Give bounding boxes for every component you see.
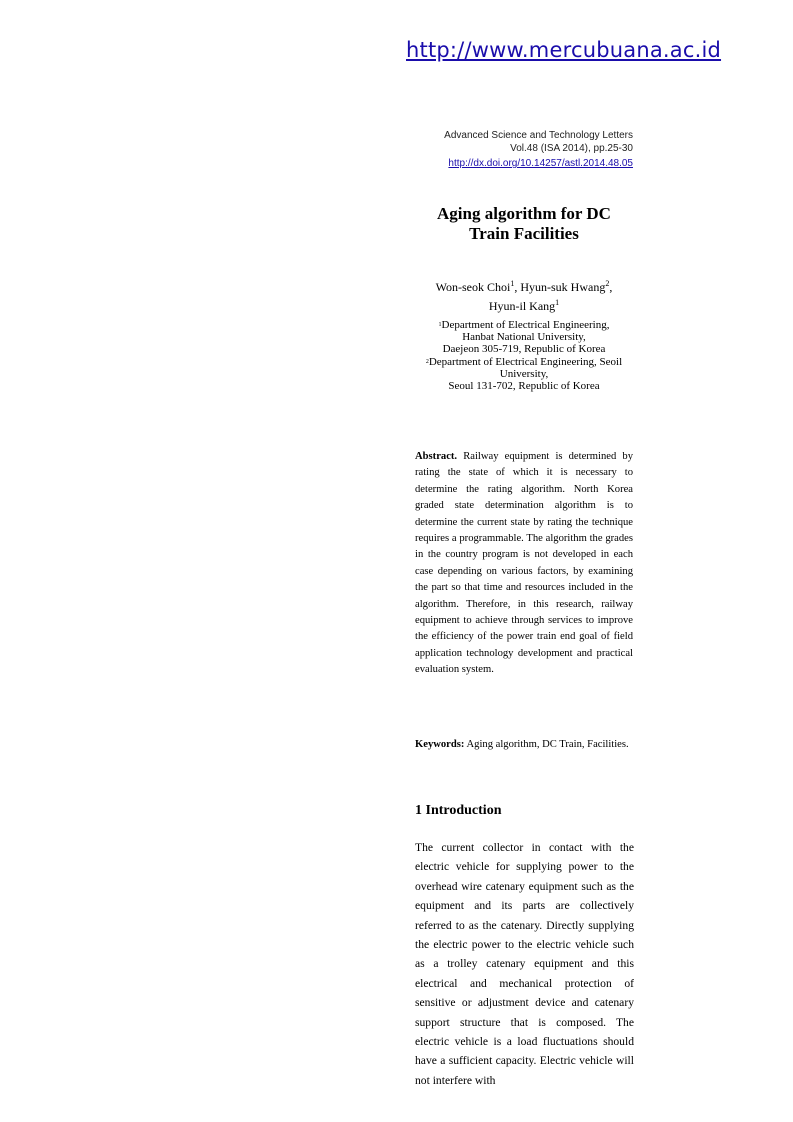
journal-name: Advanced Science and Technology Letters	[444, 130, 633, 141]
affiliation-line: Daejeon 305-719, Republic of Korea	[442, 343, 606, 356]
abstract-label: Abstract.	[415, 451, 458, 462]
paper-title: Aging algorithm for DC Train Facilities	[437, 204, 611, 243]
affiliation-2	[415, 356, 633, 393]
keywords	[415, 738, 633, 751]
author-separator: ,	[609, 280, 613, 294]
introduction-body: The current collector in contact with the electric vehicle for supplying power to the overhead wire catenary equipment such as the equipment and its parts are collectively referred to as the catenary. Directly supplying the electric power to the electric vehicle such as a trolley catenary equipment and this electrical and mechanical protection of sensitive or adjustment device and catenary support structure that is composed. The electric vehicle is a load fluctuations should have a sufficient capacity. Electric vehicle will not interfere with	[415, 841, 634, 1087]
author-name: Hyun-suk Hwang	[520, 280, 606, 294]
affiliation-line: Department of Electrical Engineering, Seoil	[428, 355, 623, 368]
keywords-label: Keywords:	[415, 739, 465, 750]
author-list	[415, 276, 633, 314]
author-name: Hyun-il Kang	[488, 299, 556, 313]
affiliation-line: Department of Electrical Engineering,	[441, 319, 610, 331]
affiliation-line: Hanbat National University,	[462, 331, 586, 344]
affiliation-1	[415, 319, 633, 356]
section-heading-introduction: 1 Introduction	[415, 803, 502, 818]
author-affiliation-mark: 2	[605, 279, 610, 288]
author-affiliation-mark: 1	[555, 298, 560, 307]
author-separator: ,	[514, 280, 521, 294]
keywords-text: Aging algorithm, DC Train, Facilities.	[466, 739, 629, 750]
affiliations	[415, 319, 633, 392]
affiliation-mark: 1	[438, 322, 442, 328]
affiliation-mark: 2	[425, 358, 429, 365]
header-url-link[interactable]: http://www.mercubuana.ac.id	[406, 38, 722, 62]
affiliation-line: Seoul 131-702, Republic of Korea	[448, 380, 600, 393]
doi-link[interactable]: http://dx.doi.org/10.14257/astl.2014.48.05	[448, 158, 633, 169]
author-affiliation-mark: 1	[510, 279, 515, 288]
journal-volume: Vol.48 (ISA 2014), pp.25-30	[510, 143, 633, 154]
abstract	[415, 449, 633, 679]
affiliation-line: University,	[499, 367, 549, 380]
author-name: Won-seok Choi	[435, 280, 511, 294]
abstract-text: Railway equipment is determined by rating the state of which it is necessary to determine the rating algorithm. North Korea graded state determination algorithm is to determine the current state by rating the technique requires a programmable. The algorithm the grades in the country program is not developed in each case depending on various factors, by examining the part so that time and resources included in the algorithm. Therefore, in this research, railway equipment to achieve through services to improve the efficiency of the power train end goal of field application technology development and practical evaluation system.	[415, 451, 633, 676]
